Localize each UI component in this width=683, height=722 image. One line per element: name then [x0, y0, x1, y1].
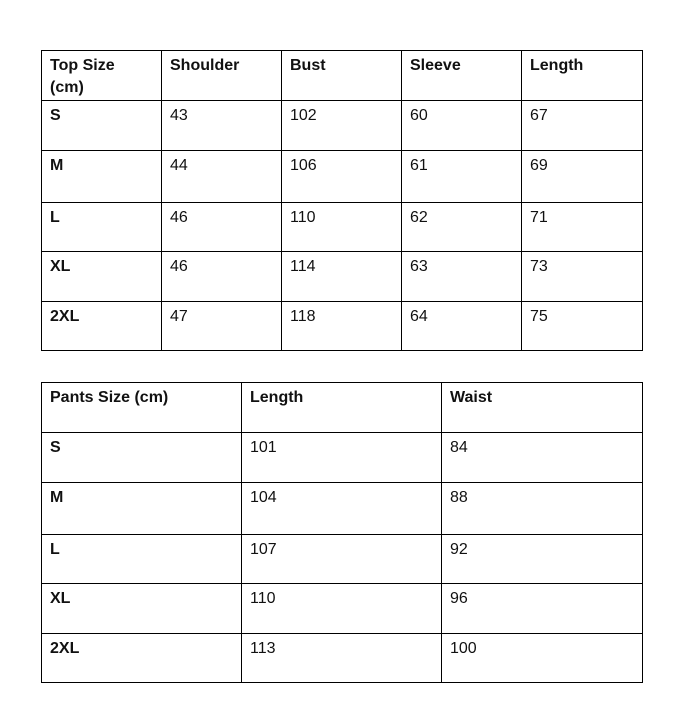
header-top-size-line1: Top Size	[50, 57, 115, 74]
sleeve-cell: 61	[402, 151, 522, 203]
header-top-size-line2: (cm)	[50, 79, 84, 96]
table-header-row	[42, 383, 643, 433]
header-pants-size: Pants Size (cm)	[42, 383, 242, 433]
length-cell: 113	[242, 634, 442, 683]
bust-cell: 110	[282, 203, 402, 252]
shoulder-cell: 47	[162, 302, 282, 351]
header-length: Length	[522, 51, 643, 101]
length-cell: 67	[522, 101, 643, 151]
header-length: Length	[242, 383, 442, 433]
shoulder-cell: 43	[162, 101, 282, 151]
length-cell: 71	[522, 203, 643, 252]
shoulder-cell: 44	[162, 151, 282, 203]
shoulder-cell: 46	[162, 203, 282, 252]
bust-cell: 114	[282, 252, 402, 302]
table-row	[42, 634, 643, 683]
table-row	[42, 433, 643, 483]
size-label: XL	[42, 584, 242, 634]
waist-cell: 84	[442, 433, 643, 483]
header-top-size	[42, 51, 162, 101]
length-cell: 75	[522, 302, 643, 351]
waist-cell: 92	[442, 535, 643, 584]
length-cell: 110	[242, 584, 442, 634]
table-row	[42, 252, 643, 302]
bust-cell: 102	[282, 101, 402, 151]
bust-cell: 118	[282, 302, 402, 351]
length-cell: 107	[242, 535, 442, 584]
size-label: L	[42, 535, 242, 584]
size-label: S	[42, 101, 162, 151]
table-row	[42, 584, 643, 634]
length-cell: 101	[242, 433, 442, 483]
table-row	[42, 101, 643, 151]
table-row	[42, 483, 643, 535]
sleeve-cell: 60	[402, 101, 522, 151]
size-label: 2XL	[42, 634, 242, 683]
top-size-table	[41, 50, 643, 351]
size-label: M	[42, 483, 242, 535]
bust-cell: 106	[282, 151, 402, 203]
waist-cell: 88	[442, 483, 643, 535]
header-shoulder: Shoulder	[162, 51, 282, 101]
header-sleeve: Sleeve	[402, 51, 522, 101]
length-cell: 104	[242, 483, 442, 535]
length-cell: 69	[522, 151, 643, 203]
table-row	[42, 535, 643, 584]
size-label: 2XL	[42, 302, 162, 351]
table-header-row	[42, 51, 643, 101]
pants-size-table	[41, 382, 643, 683]
length-cell: 73	[522, 252, 643, 302]
header-waist: Waist	[442, 383, 643, 433]
shoulder-cell: 46	[162, 252, 282, 302]
sleeve-cell: 63	[402, 252, 522, 302]
sleeve-cell: 64	[402, 302, 522, 351]
size-label: M	[42, 151, 162, 203]
size-label: L	[42, 203, 162, 252]
table-row	[42, 151, 643, 203]
table-row	[42, 203, 643, 252]
table-row	[42, 302, 643, 351]
waist-cell: 96	[442, 584, 643, 634]
size-label: S	[42, 433, 242, 483]
header-bust: Bust	[282, 51, 402, 101]
size-label: XL	[42, 252, 162, 302]
waist-cell: 100	[442, 634, 643, 683]
sleeve-cell: 62	[402, 203, 522, 252]
